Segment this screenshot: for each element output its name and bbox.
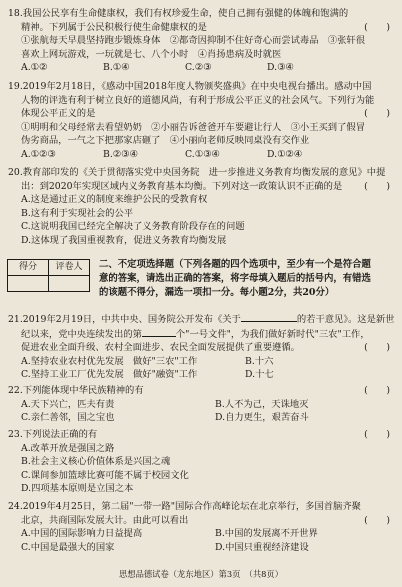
q18-option-c: C.②③: [185, 62, 212, 74]
q20-option-b: B.这有利于实现社会的公平: [21, 207, 134, 219]
q18-statement-2: 喜欢上网玩游戏，一玩就是七、八个小时 ④肖扬患病及时就医: [21, 48, 282, 60]
q22-answer-parens: ( ): [364, 385, 390, 396]
page-footer: 思想品德试卷（龙东地区）第3页 （共8页）: [118, 569, 284, 579]
q24-options-row-2: [8, 541, 394, 555]
grader-cell[interactable]: [49, 276, 90, 292]
q19-options: [8, 148, 394, 162]
q22-options-row-1: [8, 398, 394, 412]
q21-option-b: B.十六: [245, 355, 274, 367]
q22-option-b: B.人不为己，天诛地灭: [215, 398, 309, 410]
q21-option-a: A.坚持农业农村优先发展 做好"三农"工作: [21, 355, 198, 367]
q21-stem-line-2: 纪以来，党中央连续发出的第 个"一号文件"，为我们做好新时代"三农"工作，: [21, 328, 370, 340]
question-19: [8, 80, 394, 162]
question-20: [8, 166, 394, 248]
q18-option-a: A.①②: [21, 62, 48, 74]
q24-option-a: A.中国的国际影响力日益提高: [21, 528, 143, 540]
q23-answer-parens: ( ): [364, 429, 390, 440]
q19-stem-line-3: 体现公平正义的是 ( ): [21, 108, 390, 120]
q20-answer-parens: ( ): [364, 180, 390, 192]
score-header: 得分: [8, 260, 49, 276]
question-18: [8, 7, 394, 75]
q19-option-d: D.①②④: [267, 148, 303, 160]
q24-options-row-1: [8, 527, 394, 541]
q22-option-c: C.亲仁善邻，国之宝也: [21, 412, 115, 424]
question-24: [8, 500, 394, 554]
q23-option-c: C.课间参加篮球比赛可能不属于校园文化: [21, 469, 189, 481]
grader-header: 评卷人: [49, 260, 90, 276]
q24-stem-line-2: 北京，共商国际发展大计。由此可以看出 ( ): [21, 514, 390, 526]
q18-option-b: B.①④: [103, 62, 130, 74]
q19-statement-1: ①明明和父母经常去看望奶奶 ②小丽告诉爸爸开车要避让行人 ③小王买到了假冒: [21, 121, 365, 133]
q20-stem-line-2: 出：到2020年实现区域内义务教育基本均衡。下列对这一政策认识不正确的是 ( ): [21, 180, 390, 192]
q20-stem-line-1: 20.教育部印发的《关于贯彻落实党中央国务院 进一步推进义务教育均衡发展的意见》中提: [8, 167, 386, 178]
q24-option-b: B.中国的发展离不开世界: [215, 528, 318, 540]
q23-option-a: A.改革开放是强国之路: [21, 442, 115, 454]
q20-option-d: D.这体现了我国重视教育，促进义务教育均衡发展: [21, 234, 227, 246]
q24-option-d: D.中国只重视经济建设: [215, 541, 309, 553]
q20-option-c: C.这说明我国已经完全解决了义务教育阶段存在的问题: [21, 221, 245, 233]
q20-option-a: A.这是通过正义的制度来维护公民的受教育权: [21, 194, 208, 206]
q24-option-c: C.中国是最强大的国家: [21, 541, 115, 553]
q18-options: [8, 61, 394, 75]
q22-options-row-2: [8, 411, 394, 425]
q22-option-d: D.自力更生，艰苦奋斗: [215, 412, 309, 424]
score-table: [7, 259, 90, 292]
q24-answer-parens: ( ): [364, 514, 390, 526]
q19-stem-line-2: 人物的评选有利于树立良好的道德风尚，有利于形成公平正义的社会风气。下列行为能: [21, 94, 375, 106]
section-2-instructions: [99, 258, 396, 301]
q22-option-a: A.天下兴亡，匹夫有责: [21, 398, 115, 410]
section-2-line-1: 二、不定项选择题（下列各题的四个选项中，至少有一个是符合题: [99, 259, 371, 270]
q23-stem: 23.下列说法正确的有 ( ): [8, 429, 390, 440]
q24-stem-line-1: 24.2019年4月25日，第二届"一带一路"国际合作高峰论坛在北京举行，多国首脑齐聚: [8, 501, 361, 512]
q19-statement-2: 伪劣商品，一气之下把那家店砸了 ④小丽向老师反映同桌没有交作业: [21, 135, 310, 147]
q21-answer-parens: ( ): [364, 342, 390, 354]
question-22: [8, 384, 394, 425]
q19-option-c: C.①③④: [185, 148, 220, 160]
q21-option-d: D.十七: [245, 369, 274, 381]
q23-option-d: D.四项基本原则是立国之本: [21, 483, 134, 495]
q21-options-row-2: [8, 368, 394, 382]
q21-blank-2: [142, 327, 176, 337]
q22-stem: 22.下列能体现中华民族精神的有 ( ): [8, 385, 390, 396]
q18-option-d: D.③④: [267, 62, 294, 74]
question-23: [8, 428, 394, 496]
q23-option-b: B.社会主义核心价值体系是兴国之魂: [21, 456, 171, 468]
question-21: [8, 312, 394, 382]
q19-option-a: A.①②③: [21, 148, 56, 160]
section-2-line-3: 的该题不得分，漏选一项扣一分。每小题2分，共20分）: [99, 287, 335, 299]
q18-stem-line-2: 精神。下列属于公民积极行使生命健康权的是 ( ): [21, 21, 390, 33]
q21-option-c: C.坚持工业工厂优先发展 做好"融资"工作: [21, 369, 198, 381]
q18-stem-line-1: 18.我国公民享有生命健康权，我们有权珍爱生命，使自己拥有强健的体魄和饱满的: [8, 8, 349, 19]
score-cell[interactable]: [8, 276, 49, 292]
q18-statement-1: ①张航每天早晨坚持跑步锻炼身体 ②都奇因抑制不住好奇心而尝试毒品 ③张轩很: [21, 35, 365, 47]
section-2-line-2: 意的答案，请选出正确的答案，将字母填入题后的括号内，有错选: [99, 273, 371, 285]
q19-stem-line-1: 19.2019年2月18日，《感动中国2018年度人物颁奖盛典》在中央电视台播出。感动中国: [8, 81, 372, 92]
q21-options-row-1: [8, 355, 394, 369]
q21-blank-1: [241, 312, 297, 322]
q21-stem-line-1: 21.2019年2月19日，中共中央、国务院公开发布《关于 的若干意见》。这是新世: [8, 314, 395, 325]
q19-answer-parens: ( ): [364, 108, 390, 120]
q21-stem-line-3: 促进农业全面升级、农村全面进步、农民全面发展提供了重要遵循。 ( ): [21, 342, 390, 354]
q18-answer-parens: ( ): [364, 21, 390, 33]
q19-option-b: B.②③④: [103, 148, 138, 160]
